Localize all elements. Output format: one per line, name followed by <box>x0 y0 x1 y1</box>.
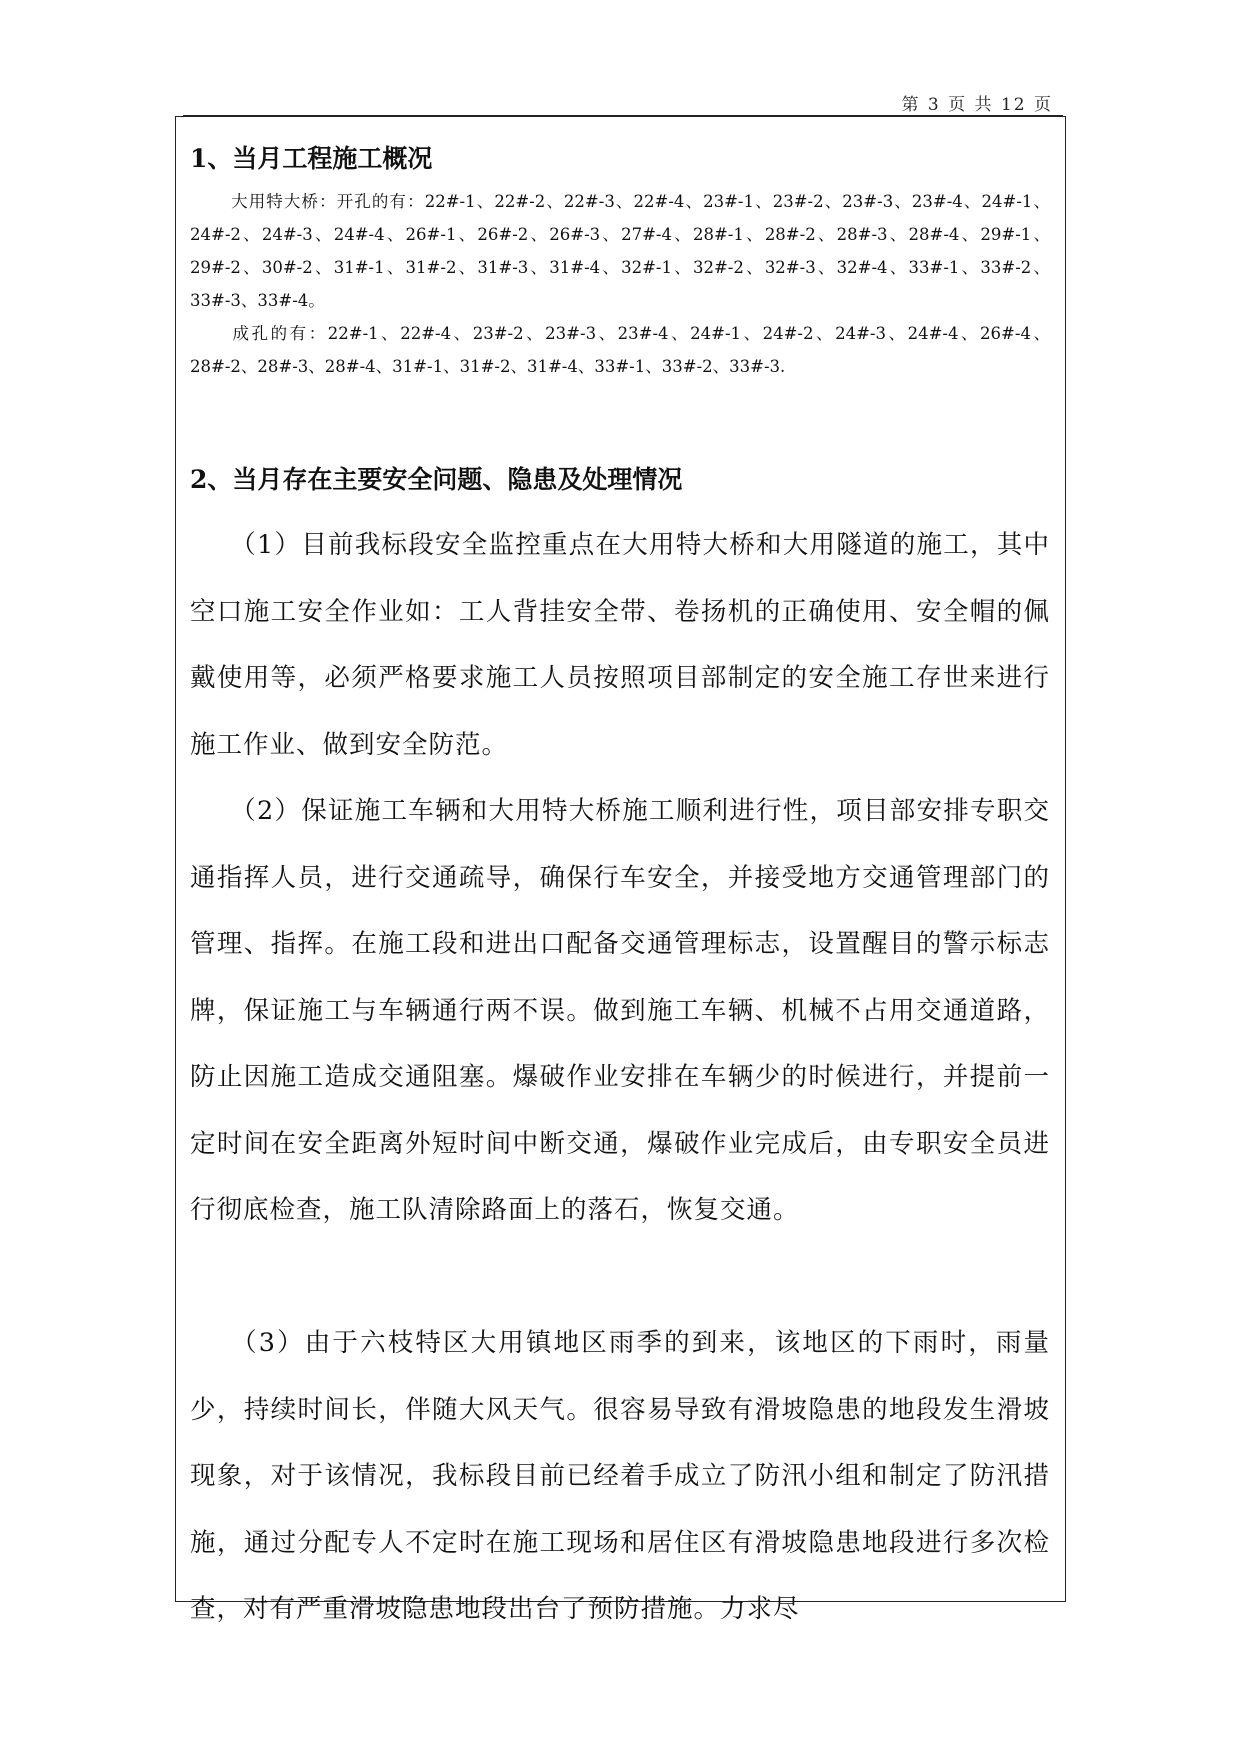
page-number: 第 3 页 共 12 页 <box>901 95 1053 115</box>
safety-paragraph-2 <box>190 778 1050 1244</box>
report-content-box <box>175 116 1066 1624</box>
opened-holes-paragraph <box>190 185 1050 317</box>
section1-title: 1、当月工程施工概况 <box>190 144 433 173</box>
safety-paragraph-1-text: （1）目前我标段安全监控重点在大用特大桥和大用隧道的施工，其中空口施工安全作业如：工人背挂安全带、卷扬机的正确使用、安全帽的佩戴使用等，必须严格要求施工人员按照项目部制定的安全施工存世来进行施工作业、做到安全防范。 <box>190 530 1050 760</box>
opened-holes-text: 大用特大桥：开孔的有：22#-1、22#-2、22#-3、22#-4、23#-1、23#-2、23#-3、23#-4、24#-1、24#-2、24#-3、24#-4、26#-1、26#-2、26#-3、27#-4、28#-1、28#-2、28#-3、28#-4、29#-1、29#-2、30#-2、31#-1、31#-2、31#-3、31#-4、32#-1、32#-2、32#-3、32#-4、33#-1、33#-2、33#-3、33#-4。 <box>190 192 1050 310</box>
page-header <box>183 90 1063 116</box>
section2-title: 2、当月存在主要安全问题、隐患及处理情况 <box>190 465 683 494</box>
safety-paragraph-2-text: （2）保证施工车辆和大用特大桥施工顺利进行性，项目部安排专职交通指挥人员，进行交通疏导，确保行车安全，并接受地方交通管理部门的管理、指挥。在施工段和进出口配备交通管理标志，设置醒目的警示标志牌，保证施工与车辆通行两不误。做到施工车辆、机械不占用交通道路，防止因施工造成交通阻塞。爆破作业安排在车辆少的时候进行，并提前一定时间在安全距离外短时间中断交通，爆破作业完成后，由专职安全员进行彻底检查，施工队清除路面上的落石，恢复交通。 <box>190 796 1050 1225</box>
safety-paragraph-1 <box>190 512 1050 778</box>
safety-paragraph-3 <box>190 1310 1050 1643</box>
formed-holes-paragraph <box>190 317 1050 383</box>
safety-paragraph-3-text: （3）由于六枝特区大用镇地区雨季的到来，该地区的下雨时，雨量少，持续时间长，伴随大风天气。很容易导致有滑坡隐患的地段发生滑坡现象，对于该情况，我标段目前已经着手成立了防汛小组和制定了防汛措施，通过分配专人不定时在施工现场和居住区有滑坡隐患地段进行多次检查，对有严重滑坡隐患地段出台了预防措施。力求尽 <box>190 1328 1050 1624</box>
formed-holes-text: 成孔的有：22#-1、22#-4、23#-2、23#-3、23#-4、24#-1、24#-2、24#-3、24#-4、26#-4、28#-2、28#-3、28#-4、31#-1、31#-2、31#-4、33#-1、33#-2、33#-3. <box>190 324 1050 376</box>
